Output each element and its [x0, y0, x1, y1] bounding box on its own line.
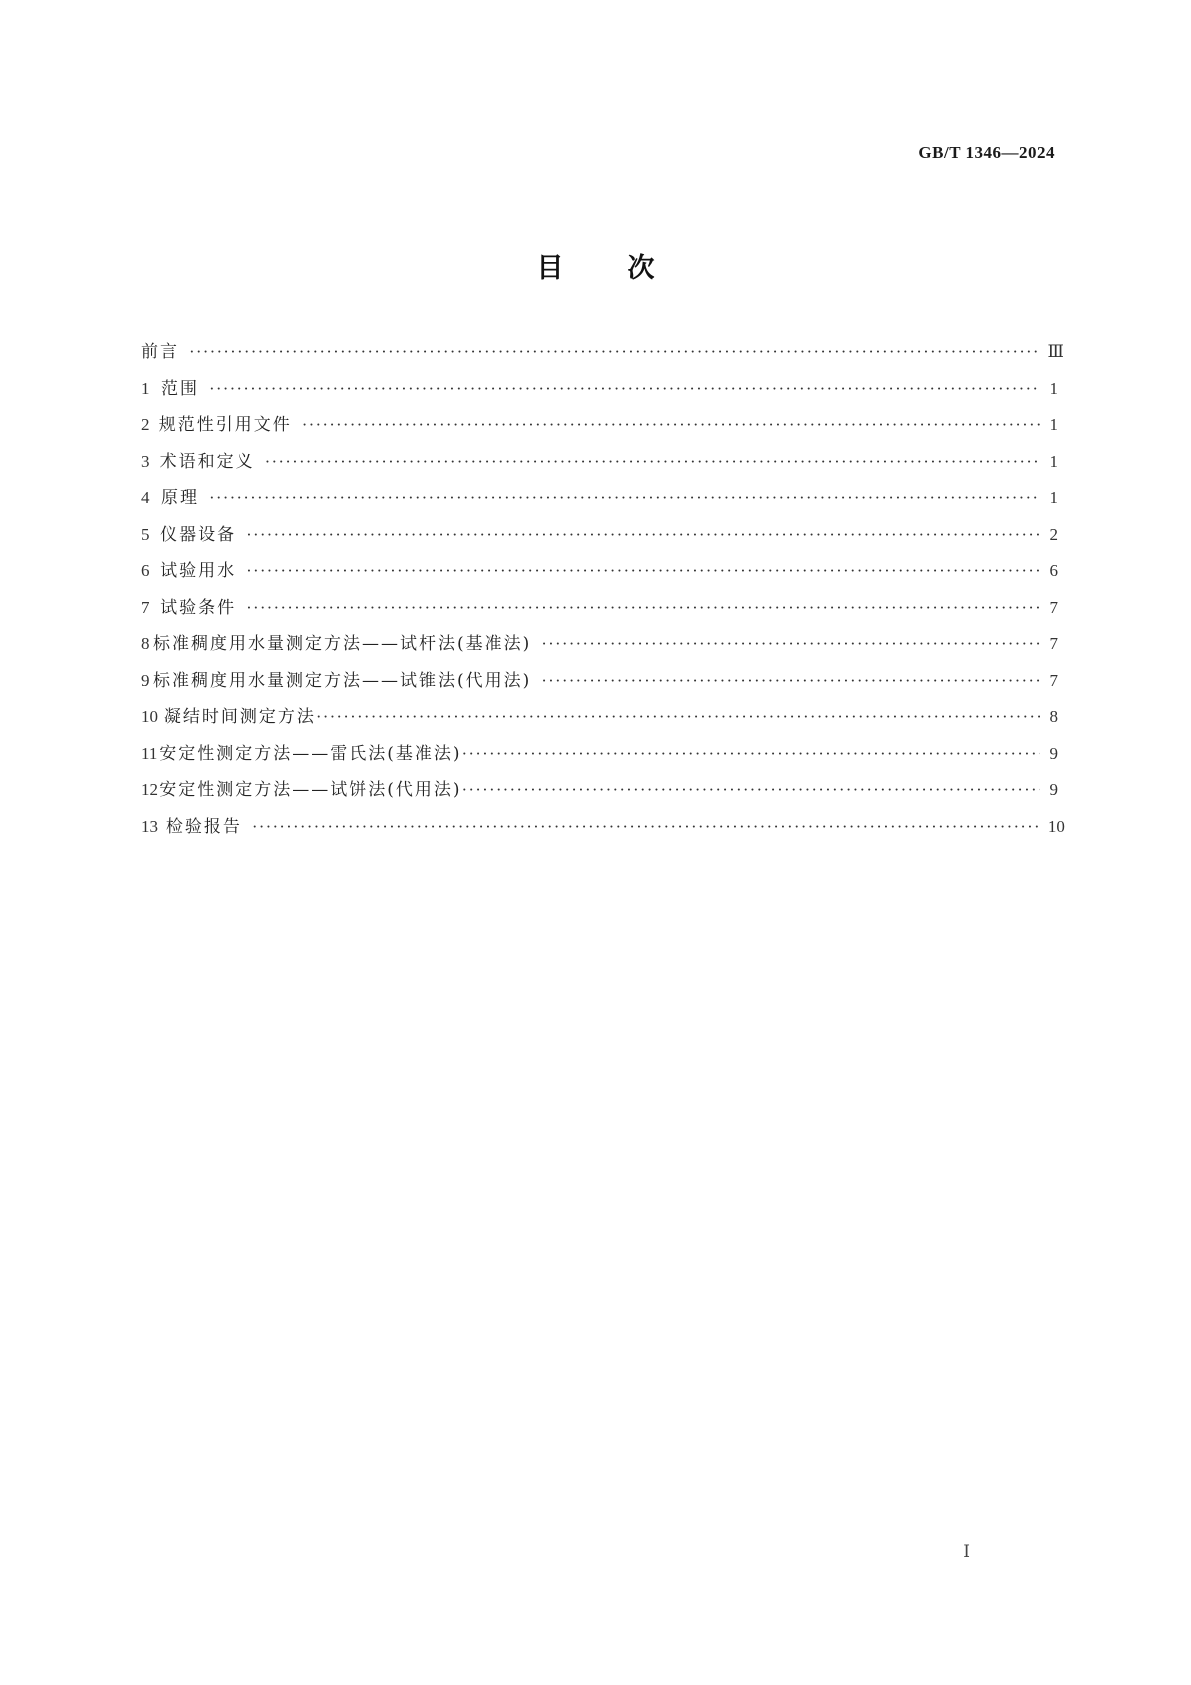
toc-entry-text: 试验条件	[160, 597, 237, 618]
toc-entry-number: 10	[141, 707, 158, 726]
toc-entry-page: 7	[1049, 597, 1058, 617]
toc-entry-number: 3	[141, 451, 150, 471]
toc-entry-number: 8	[141, 634, 150, 653]
toc-entry-text: 凝结时间测定方法	[163, 707, 316, 727]
toc-entry-text: 前言	[141, 342, 179, 362]
toc-entry-11[interactable]	[141, 742, 1058, 779]
toc-entry-text: 试验用水	[160, 561, 237, 581]
toc-leader-dots	[541, 669, 1040, 693]
toc-entry-9[interactable]	[141, 669, 1058, 706]
toc-entry-number: 5	[141, 524, 150, 544]
toc-entry-number: 1	[141, 378, 150, 398]
toc-entry-page: 6	[1049, 561, 1058, 580]
toc-entry-page: 7	[1049, 634, 1058, 653]
toc-entry-12[interactable]	[141, 778, 1058, 815]
toc-entry-page: 8	[1049, 707, 1058, 726]
page-number: Ⅰ	[963, 1542, 970, 1561]
toc-title: 目次	[536, 253, 719, 284]
toc-entry-text: 标准稠度用水量测定方法——试锥法(代用法)	[152, 670, 532, 691]
toc-list	[141, 340, 1065, 851]
toc-entry-text: 规范性引用文件	[158, 415, 292, 435]
toc-entry-number: 2	[141, 415, 150, 434]
toc-entry-page: 10	[1047, 816, 1065, 836]
toc-entry-text: 术语和定义	[159, 451, 255, 472]
toc-entry-page: 1	[1049, 451, 1058, 471]
toc-entry-10[interactable]	[141, 705, 1058, 742]
toc-entry-text: 检验报告	[165, 816, 242, 837]
toc-leader-dots	[302, 413, 1040, 437]
toc-leader-dots	[209, 377, 1040, 401]
toc-entry-page: 1	[1049, 415, 1058, 434]
toc-entry-number: 11	[141, 743, 158, 763]
toc-leader-dots	[462, 742, 1040, 766]
toc-entry-number: 7	[141, 597, 150, 617]
toc-entry-text: 仪器设备	[160, 524, 237, 545]
toc-leader-dots	[316, 705, 1040, 729]
toc-entry-1[interactable]	[141, 377, 1058, 414]
toc-entry-8[interactable]	[141, 632, 1058, 669]
toc-entry-page: 1	[1049, 488, 1058, 507]
toc-entry-number: 13	[141, 816, 158, 836]
toc-entry-text: 安定性测定方法——试饼法(代用法)	[159, 780, 462, 800]
standard-code: GB/T 1346—2024	[918, 143, 1055, 162]
toc-entry-4[interactable]	[141, 486, 1058, 523]
toc-entry-text: 安定性测定方法——雷氏法(基准法)	[159, 743, 462, 764]
toc-entry-page: 2	[1049, 524, 1058, 544]
toc-leader-dots	[246, 559, 1040, 583]
toc-entry-page: Ⅲ	[1047, 342, 1064, 361]
toc-entry-number: 6	[141, 561, 150, 580]
toc-entry-page: 9	[1049, 780, 1058, 799]
toc-leader-dots	[541, 632, 1040, 656]
toc-entry-page: 7	[1049, 670, 1058, 690]
toc-entry-foreword[interactable]	[141, 340, 1064, 377]
toc-entry-number: 4	[141, 488, 150, 507]
toc-entry-3[interactable]	[141, 450, 1058, 487]
toc-entry-text: 原理	[160, 488, 199, 508]
toc-entry-text: 标准稠度用水量测定方法——试杆法(基准法)	[152, 634, 532, 654]
toc-entry-number: 12	[141, 780, 158, 799]
toc-entry-7[interactable]	[141, 596, 1058, 633]
toc-leader-dots	[462, 778, 1040, 802]
toc-leader-dots	[265, 450, 1040, 474]
toc-leader-dots	[252, 815, 1040, 839]
toc-entry-page: 1	[1049, 378, 1058, 398]
toc-leader-dots	[209, 486, 1040, 510]
toc-leader-dots	[189, 340, 1040, 364]
toc-entry-page: 9	[1049, 743, 1058, 763]
toc-entry-number: 9	[141, 670, 150, 690]
toc-leader-dots	[246, 596, 1040, 620]
toc-entry-2[interactable]	[141, 413, 1058, 450]
toc-entry-5[interactable]	[141, 523, 1058, 560]
toc-entry-6[interactable]	[141, 559, 1058, 596]
toc-leader-dots	[246, 523, 1040, 547]
toc-entry-13[interactable]	[141, 815, 1065, 852]
toc-entry-text: 范围	[160, 378, 199, 399]
